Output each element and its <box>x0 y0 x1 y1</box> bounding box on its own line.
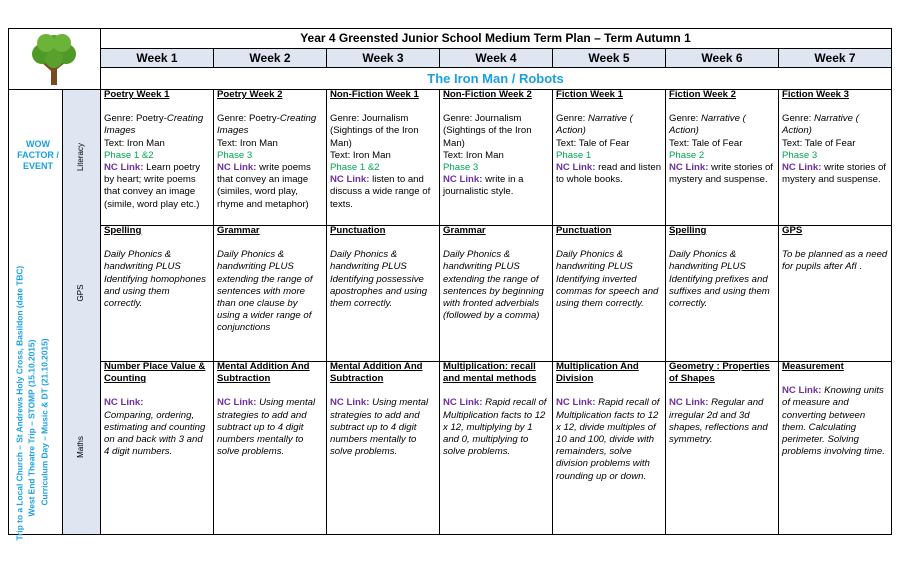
phase-line: Phase 2 <box>669 149 705 161</box>
subject-label-maths: Maths <box>76 436 85 458</box>
genre-prefix: Genre: Journalism (Sightings of the Iron Man) <box>330 113 419 149</box>
gps-text: Daily Phonics & handwriting PLUS Identifying inverted commas for speech and using them correctly. <box>556 249 659 310</box>
phase-line: Phase 3 <box>217 149 253 161</box>
nc-line <box>217 397 323 458</box>
cell-heading: Multiplication And Division <box>556 361 639 385</box>
genre-prefix: Genre: Poetry- <box>217 113 280 125</box>
week-header: Week 6 <box>666 49 778 67</box>
nc-label: NC Link: <box>443 174 483 186</box>
maths-cell <box>553 361 665 534</box>
gps-cell <box>327 225 439 361</box>
cell-heading: Geometry : Properties of Shapes <box>669 361 770 385</box>
nc-text: Rapid recall of Multiplication facts to 12 x 12, divide multiples of 10 and 100, divide with remainders, solve division problems with rounding up or down. <box>556 397 660 482</box>
cell-heading: Spelling <box>104 225 142 236</box>
week-header: Week 3 <box>327 49 439 67</box>
cell-heading: Fiction Week 2 <box>669 89 736 100</box>
literacy-cell <box>214 89 326 225</box>
gps-text: To be planned as a need for pupils after AfI . <box>782 249 888 273</box>
genre-line <box>104 113 210 137</box>
literacy-cell <box>440 89 552 225</box>
week-header: Week 5 <box>553 49 665 67</box>
page-title: Year 4 Greensted Junior School Medium Term Plan – Term Autumn 1 <box>300 31 691 45</box>
genre-prefix: Genre: <box>556 113 588 125</box>
text-line: Text: Tale of Fear <box>556 137 630 149</box>
phase-line: Phase 1 &2 <box>104 149 154 161</box>
text-line: Text: Iron Man <box>443 149 504 161</box>
nc-line <box>104 162 210 211</box>
cell-heading: Spelling <box>669 225 707 236</box>
cell-heading: Non-Fiction Week 1 <box>330 89 419 100</box>
subject-label-gps: GPS <box>76 284 85 302</box>
nc-label: NC Link: <box>217 397 257 409</box>
gps-text: Daily Phonics & handwriting PLUS extending the range of sentences with more than one clause by using a wider range of conjunctions <box>217 249 313 334</box>
cell-heading: Punctuation <box>556 225 612 236</box>
nc-text: Using mental strategies to add and subtract up to 4 digit numbers mentally to solve problems. <box>217 397 316 458</box>
text-line: Text: Iron Man <box>104 137 165 149</box>
gps-text: Daily Phonics & handwriting PLUS Identifying possessive apostrophes and using them correctly. <box>330 249 428 310</box>
maths-cell <box>779 361 891 534</box>
nc-text: write in a journalistic style. <box>443 174 524 198</box>
genre-line <box>782 113 888 137</box>
genre-line <box>443 113 549 150</box>
gps-cell <box>553 225 665 361</box>
nc-label: NC Link: <box>556 162 596 174</box>
genre-line <box>556 113 662 137</box>
nc-line <box>669 397 775 446</box>
nc-text: Rapid recall of Multiplication facts to 12 x 12, multiplying by 1 and 0, multiplying to solve problems. <box>443 397 547 458</box>
nc-line <box>782 385 888 458</box>
cell-heading: Number Place Value & Counting <box>104 361 206 385</box>
cell-heading: Poetry Week 2 <box>217 89 283 100</box>
cell-heading: Measurement <box>782 361 844 372</box>
gps-cell <box>779 225 891 361</box>
nc-line <box>443 397 549 458</box>
maths-cell <box>327 361 439 534</box>
cell-heading: Grammar <box>443 225 486 236</box>
nc-label: NC Link: <box>669 162 709 174</box>
tree-icon <box>26 30 82 87</box>
cell-heading: Mental Addition And Subtraction <box>330 361 423 385</box>
nc-label: NC Link: <box>782 385 822 397</box>
gps-cell <box>214 225 326 361</box>
genre-prefix: Genre: Poetry- <box>104 113 167 125</box>
nc-line <box>104 397 210 458</box>
phase-line: Phase 1 &2 <box>330 162 380 174</box>
nc-label: NC Link: <box>104 162 144 174</box>
maths-cell <box>214 361 326 534</box>
week-header: Week 7 <box>779 49 891 67</box>
genre-italic: Narrative ( Action) <box>782 113 859 137</box>
nc-label: NC Link: <box>330 174 370 186</box>
cell-heading: Multiplication: recall and mental methods <box>443 361 537 385</box>
nc-label: NC Link: <box>217 162 257 174</box>
text-line: Text: Iron Man <box>217 137 278 149</box>
nc-text: Knowing units of measure and converting between them. Calculating perimeter. Solving problems involving time. <box>782 385 885 458</box>
genre-line <box>330 113 436 150</box>
literacy-cell <box>327 89 439 225</box>
cell-heading: Non-Fiction Week 2 <box>443 89 532 100</box>
maths-cell <box>101 361 213 534</box>
literacy-cell <box>666 89 778 225</box>
nc-label: NC Link: <box>443 397 483 409</box>
genre-prefix: Genre: Journalism (Sightings of the Iron Man) <box>443 113 532 149</box>
genre-prefix: Genre: <box>669 113 701 125</box>
cell-heading: Fiction Week 1 <box>556 89 623 100</box>
event-theatre-trip: West End Theatre Trip – STOMP (15.10.2015) <box>26 339 37 517</box>
week-header: Week 1 <box>101 49 213 67</box>
nc-line <box>443 174 549 198</box>
genre-italic: Narrative ( Action) <box>556 113 633 137</box>
nc-text: write stories of mystery and suspense. <box>669 162 773 186</box>
genre-italic: Creating Images <box>217 113 317 137</box>
nc-line <box>782 162 888 186</box>
text-line: Text: Tale of Fear <box>782 137 856 149</box>
nc-line <box>556 162 662 186</box>
school-logo <box>26 30 82 87</box>
nc-text: Learn poetry by heart; write poems that convey an image (simile, word play etc.) <box>104 162 200 210</box>
nc-line <box>217 162 323 211</box>
nc-line <box>556 397 662 482</box>
phase-line: Phase 3 <box>782 149 818 161</box>
cell-heading: Poetry Week 1 <box>104 89 170 100</box>
cell-heading: Grammar <box>217 225 260 236</box>
cell-heading: Punctuation <box>330 225 386 236</box>
cell-heading: GPS <box>782 225 803 236</box>
maths-cell <box>666 361 778 534</box>
nc-line <box>669 162 775 186</box>
genre-line <box>217 113 323 137</box>
gps-cell <box>101 225 213 361</box>
nc-text: read and listen to whole books. <box>556 162 662 186</box>
term-theme: The Iron Man / Robots <box>427 71 564 86</box>
genre-prefix: Genre: <box>782 113 814 125</box>
cell-heading: Fiction Week 3 <box>782 89 849 100</box>
phase-line: Phase 1 <box>556 149 592 161</box>
genre-italic: Creating Images <box>104 113 204 137</box>
genre-italic: Narrative ( Action) <box>669 113 746 137</box>
nc-text: Comparing, ordering, estimating and counting on and back with 3 and 4 digit numbers. <box>104 409 206 458</box>
nc-text: Regular and irregular 2d and 3d shapes, reflections and symmetry. <box>669 397 768 446</box>
gps-cell <box>440 225 552 361</box>
week-header: Week 2 <box>214 49 326 67</box>
literacy-cell <box>101 89 213 225</box>
literacy-cell <box>553 89 665 225</box>
event-curriculum-day: Curriculum Day – Music & DT (21.10.2015) <box>39 338 50 506</box>
nc-label: NC Link: <box>669 397 709 409</box>
nc-label: NC Link: <box>556 397 596 409</box>
gps-text: Daily Phonics & handwriting PLUS Identifying homophones and using them correctly. <box>104 249 206 310</box>
nc-label: NC Link: <box>330 397 370 409</box>
nc-text: write poems that convey an image (similes, word play, rhyme and metaphor) <box>217 162 311 210</box>
nc-label: NC Link: <box>782 162 822 174</box>
event-church-trip: Trip to a Local Church – St Andrews Holy Cross, Basildon (date TBC) <box>14 265 25 541</box>
week-header: Week 4 <box>440 49 552 67</box>
nc-text: write stories of mystery and suspense. <box>782 162 886 186</box>
text-line: Text: Iron Man <box>330 149 391 161</box>
nc-text: Using mental strategies to add and subtract up to 4 digit numbers mentally to solve problems. <box>330 397 429 458</box>
maths-cell <box>440 361 552 534</box>
gps-cell <box>666 225 778 361</box>
text-line: Text: Tale of Fear <box>669 137 743 149</box>
nc-label: NC Link: <box>104 397 144 409</box>
cell-heading: Mental Addition And Subtraction <box>217 361 310 385</box>
literacy-cell <box>779 89 891 225</box>
nc-line <box>330 174 436 211</box>
nc-text: listen to and discuss a wide range of texts. <box>330 174 431 210</box>
gps-text: Daily Phonics & handwriting PLUS Identifying prefixes and suffixes and using them correctly. <box>669 249 770 310</box>
wow-factor-label: WOW FACTOR / EVENT <box>17 139 59 171</box>
phase-line: Phase 3 <box>443 162 479 174</box>
subject-label-literacy: Literacy <box>76 143 85 172</box>
genre-line <box>669 113 775 137</box>
gps-text: Daily Phonics & handwriting PLUS extending the range of sentences by beginning with fronted adverbials (followed by a comma) <box>443 249 544 322</box>
nc-line <box>330 397 436 458</box>
